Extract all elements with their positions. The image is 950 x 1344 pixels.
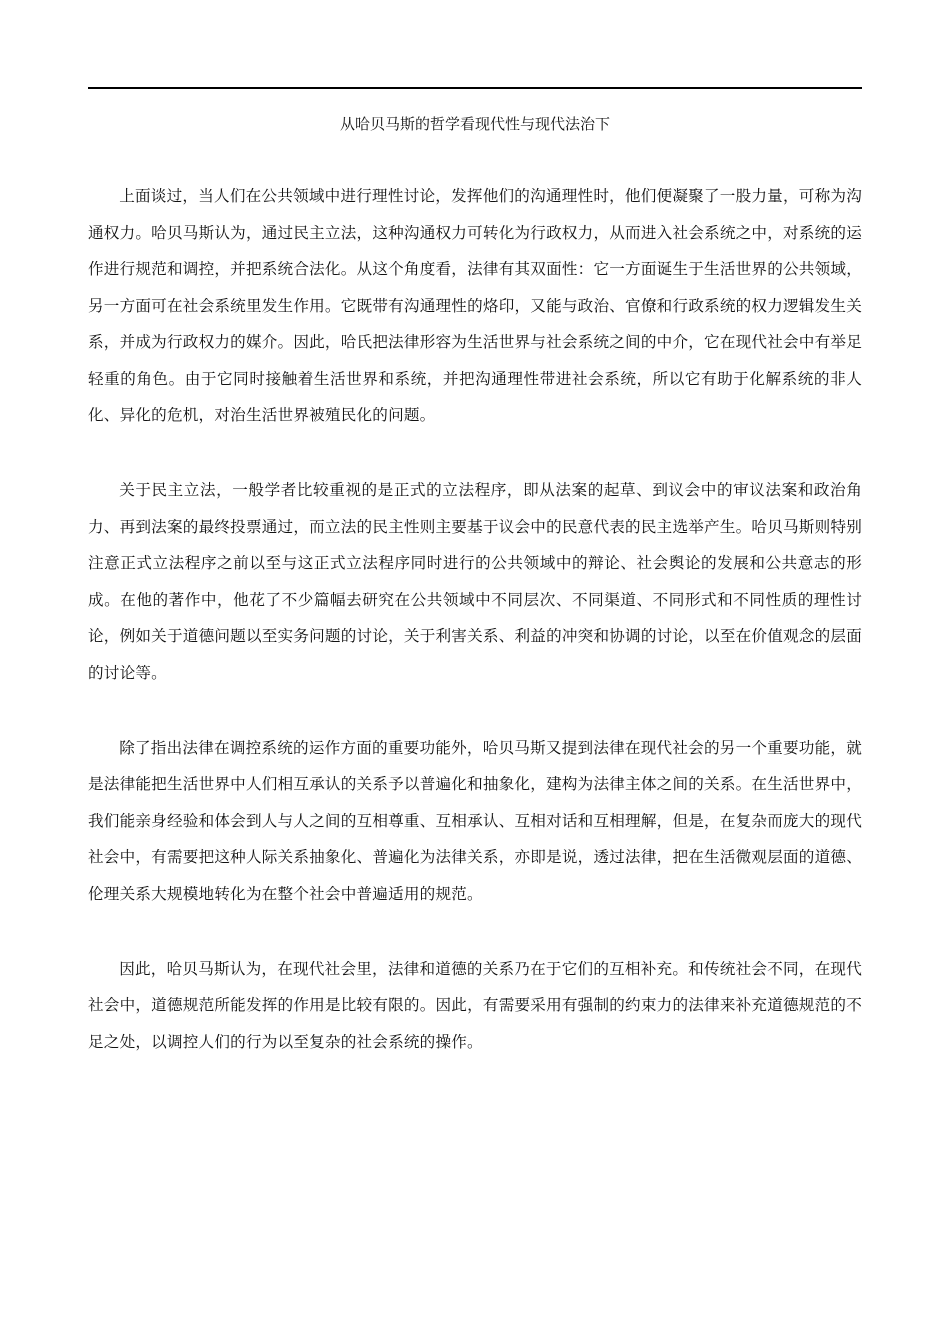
header-rule [88,87,862,89]
paragraph: 因此，哈贝马斯认为，在现代社会里，法律和道德的关系乃在于它们的互相补充。和传统社会不同，在现代社会中，道德规范所能发挥的作用是比较有限的。因此，有需要采用有强制的约束力的法律来补充道德规范的不足之处，以调控人们的行为以至复杂的社会系统的操作。 [88,959,862,1051]
paragraph: 关于民主立法，一般学者比较重视的是正式的立法程序，即从法案的起草、到议会中的审议法案和政治角力、再到法案的最终投票通过，而立法的民主性则主要基于议会中的民意代表的民主选举产生。哈贝马斯则特别注意正式立法程序之前以至与这正式立法程序同时进行的公共领域中的辩论、社会舆论的发展和公共意志的形成。在他的著作中，他花了不少篇幅去研究在公共领域中不同层次、不同渠道、不同形式和不同性质的理性讨论，例如关于道德问题以至实务问题的讨论，关于利害关系、利益的冲突和协调的讨论，以至在价值观念的层面的讨论等。 [88,481,862,682]
document-body [88,178,862,1099]
document-title: 从哈贝马斯的哲学看现代性与现代法治下 [339,115,610,133]
paragraph: 除了指出法律在调控系统的运作方面的重要功能外，哈贝马斯又提到法律在现代社会的另一个重要功能，就是法律能把生活世界中人们相互承认的关系予以普遍化和抽象化，建构为法律主体之间的关系。在生活世界中，我们能亲身经验和体会到人与人之间的互相尊重、互相承认、互相对话和互相理解，但是，在复杂而庞大的现代社会中，有需要把这种人际关系抽象化、普遍化为法律关系，亦即是说，透过法律，把在生活微观层面的道德、伦理关系大规模地转化为在整个社会中普遍适用的规范。 [88,738,862,903]
paragraph: 上面谈过，当人们在公共领域中进行理性讨论，发挥他们的沟通理性时，他们便凝聚了一股力量，可称为沟通权力。哈贝马斯认为，通过民主立法，这种沟通权力可转化为行政权力，从而进入社会系统之中，对系统的运作进行规范和调控，并把系统合法化。从这个角度看，法律有其双面性：它一方面诞生于生活世界的公共领域，另一方面可在社会系统里发生作用。它既带有沟通理性的烙印，又能与政治、官僚和行政系统的权力逻辑发生关系，并成为行政权力的媒介。因此，哈氏把法律形容为生活世界与社会系统之间的中介，它在现代社会中有举足轻重的角色。由于它同时接触着生活世界和系统，并把沟通理性带进社会系统，所以它有助于化解系统的非人化、异化的危机，对治生活世界被殖民化的问题。 [88,187,862,424]
